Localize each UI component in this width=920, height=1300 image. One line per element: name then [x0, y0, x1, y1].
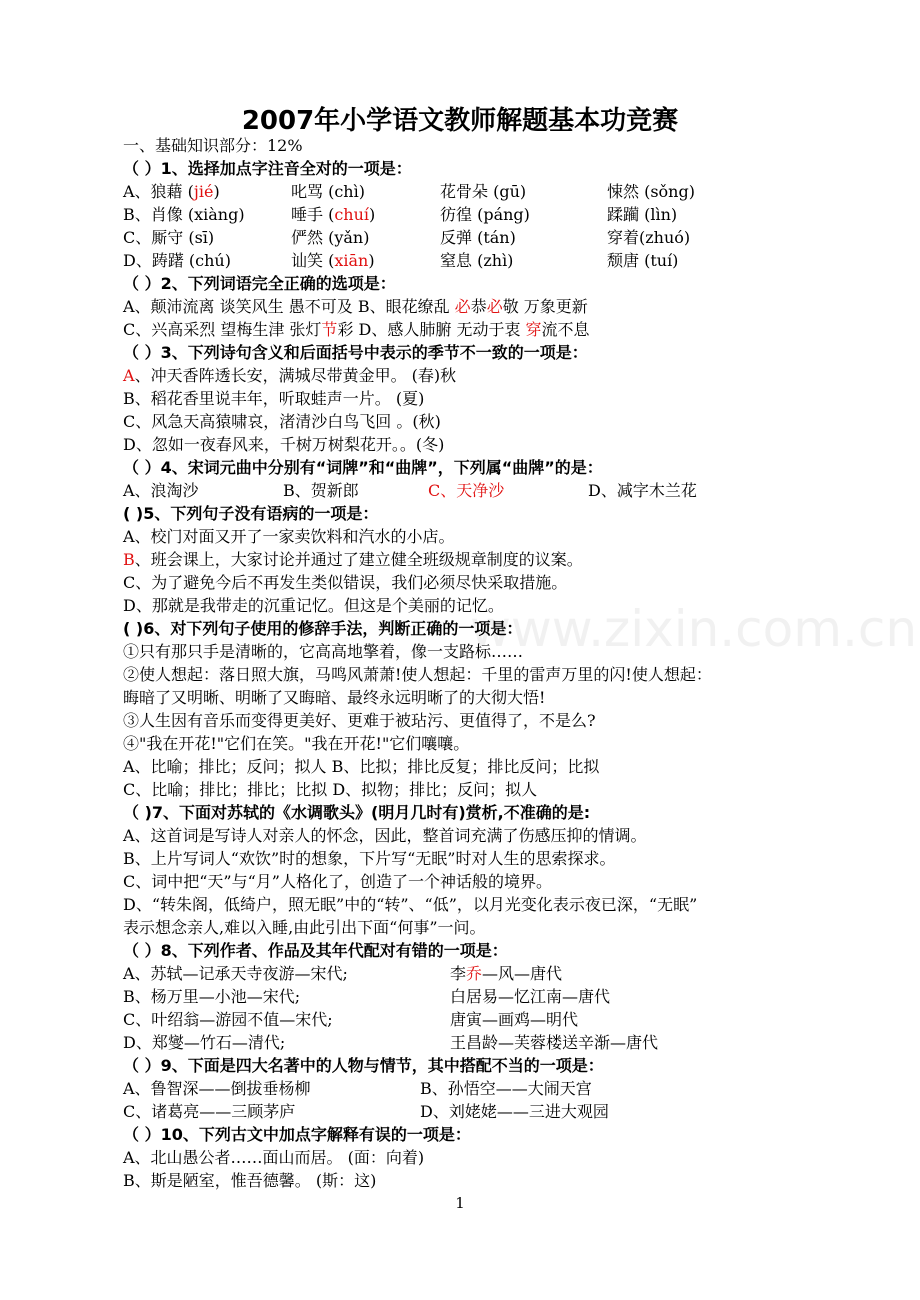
q1-d-text: 讪笑 (	[291, 251, 335, 270]
q6-options-ab: A、比喻；排比；反问；拟人 B、比拟；排比反复；排比反问；比拟	[123, 757, 600, 776]
q3-option-b: B、稻花香里说丰年，听取蛙声一片。 (夏)	[123, 389, 425, 408]
q1-a-pinyin: jié	[193, 182, 214, 201]
q2-options-ab	[123, 296, 588, 318]
question-5-stem: ( )5、下列句子没有语病的一项是：	[123, 504, 379, 523]
q1-c-item4: 穿着(zhuó)	[607, 228, 691, 247]
q9-c: C、诸葛亮——三顾茅庐	[123, 1102, 296, 1121]
q4-d: D、减字木兰花	[588, 481, 697, 500]
q3-option-c: C、风急天高猿啸哀，渚清沙白鸟飞回 。(秋)	[123, 412, 441, 431]
q4-b: B、贺新郎	[283, 481, 359, 500]
q8-b-left: B、杨万里—小池—宋代;	[123, 987, 301, 1006]
q5-option-a: A、校门对面又开了一家卖饮料和汽水的小店。	[123, 527, 455, 546]
q7-option-d-1: D、“转朱阁，低绮户，照无眠”中的“转”、“低”，以月光变化表示夜已深，“无眠”	[123, 895, 698, 914]
q1-b-text: 唾手 (	[291, 205, 335, 224]
q2-ab-char: 恭	[470, 297, 487, 316]
q8-a-right-post: —风—唐代	[482, 964, 563, 983]
q8-d-right: 王昌龄—芙蓉楼送辛渐—唐代	[450, 1033, 659, 1052]
q1-d-pinyin: xiān	[334, 251, 369, 270]
q2-ab-tail: 敬 万象更新	[502, 297, 588, 316]
q9-d: D、刘姥姥——三进大观园	[420, 1102, 609, 1121]
question-6-stem: ( )6、对下列句子使用的修辞手法，判断正确的一项是：	[123, 619, 523, 638]
question-1-stem: （ ）1、选择加点字注音全对的一项是：	[123, 159, 412, 178]
q8-c-left: C、叶绍翁—游园不值—宋代;	[123, 1010, 333, 1029]
q2-red-char-2: 必	[486, 297, 503, 316]
question-2-stem: （ ）2、下列词语完全正确的选项是：	[123, 274, 396, 293]
q6-sentence-3: ③人生因有音乐而变得更美好、更难于被玷污、更值得了，不是么?	[123, 711, 596, 730]
watermark: www.zixin.com.cn	[470, 600, 918, 658]
q1-a-text: A、狼藉 (	[123, 182, 194, 201]
question-9-stem: （ ）9、下面是四大名著中的人物与情节，其中搭配不当的一项是：	[123, 1056, 604, 1075]
q2-red-char-4: 穿	[525, 320, 542, 339]
page-number: 1	[455, 1194, 465, 1212]
q8-a-left: A、苏轼—记承天寺夜游—宋代;	[123, 964, 348, 983]
q2-red-char-3: 节	[321, 320, 338, 339]
q2-red-char-1: 必	[454, 297, 471, 316]
q1-a-item4: 悚然 (sǒng)	[607, 182, 695, 201]
q3-option-d: D、忽如一夜春风来，千树万树梨花开。。(冬)	[123, 435, 445, 454]
q2-cd-mid: 彩 D、感人肺腑 无动于衷	[337, 320, 526, 339]
question-7-stem: （ )7、下面对苏轼的《水调歌头》(明月几时有)赏析,不准确的是:	[123, 803, 591, 822]
q5-b-text: 、班会课上，大家讨论并通过了建立健全班级规章制度的议案。	[134, 550, 583, 569]
q4-a: A、浪淘沙	[123, 481, 199, 500]
q1-a-close: )	[213, 182, 220, 201]
q8-c-right: 唐寅—画鸡—明代	[450, 1010, 579, 1029]
q5-b-letter: B	[123, 550, 135, 569]
q7-option-b: B、上片写词人“欢饮”时的想象，下片写“无眠”时对人生的思索探求。	[123, 849, 616, 868]
q6-options-cd: C、比喻；排比；排比；比拟 D、拟物；排比；反问；拟人	[123, 780, 538, 799]
q8-b-right: 白居易—忆江南—唐代	[450, 987, 611, 1006]
q3-a-letter: A	[123, 366, 135, 385]
q5-option-d: D、那就是我带走的沉重记忆。但这是个美丽的记忆。	[123, 596, 504, 615]
q5-option-c: C、为了避免今后不再发生类似错误，我们必须尽快采取措施。	[123, 573, 568, 592]
q8-d-left: D、郑燮—竹石—清代;	[123, 1033, 286, 1052]
q1-a-item3: 花骨朵 (gū)	[440, 182, 527, 201]
q1-b-pinyin: chuí	[334, 205, 370, 224]
q1-c-item1: C、厮守 (sī)	[123, 228, 215, 247]
q1-d-item1: D、踌躇 (chú)	[123, 251, 231, 270]
question-4-stem: （ ）4、宋词元曲中分别有“词牌”和“曲牌”，下列属“曲牌”的是：	[123, 458, 603, 477]
q1-a-item2: 叱骂 (chì)	[291, 182, 365, 201]
q1-c-item2: 俨然 (yǎn)	[291, 228, 370, 247]
q6-sentence-1: ①只有那只手是清晰的，它高高地擎着，像一支路标……	[123, 642, 524, 661]
q2-cd-text: C、兴高采烈 望梅生津 张灯	[123, 320, 322, 339]
question-3-stem: （ ）3、下列诗句含义和后面括号中表示的季节不一致的一项是：	[123, 343, 588, 362]
q1-b-item3: 彷徨 (páng)	[440, 205, 530, 224]
question-10-stem: （ ）10、下列古文中加点字解释有误的一项是：	[123, 1125, 471, 1144]
q1-b-item4: 蹂躏 (lìn)	[607, 205, 678, 224]
q1-d-item3: 窒息 (zhì)	[440, 251, 514, 270]
q1-b-item1: B、肖像 (xiàng)	[123, 205, 245, 224]
q2-options-cd	[123, 319, 590, 341]
q3-option-a	[123, 365, 456, 387]
q5-option-b	[123, 549, 583, 571]
q10-option-a: A、北山愚公者……面山而居。 (面：向着)	[123, 1148, 425, 1167]
q7-option-d-2: 表示想念亲人,难以入睡,由此引出下面“何事”一问。	[123, 918, 486, 937]
q3-a-text: 、冲天香阵透长安，满城尽带黄金甲。 (春)秋	[134, 366, 457, 385]
q1-b-close: )	[369, 205, 376, 224]
q1-c-item3: 反弹 (tán)	[440, 228, 516, 247]
page-title: 2007年小学语文教师解题基本功竞赛	[241, 106, 679, 136]
section-heading: 一、基础知识部分：12%	[123, 136, 303, 155]
q9-b: B、孙悟空——大闹天宫	[420, 1079, 592, 1098]
q1-d-item4: 颓唐 (tuí)	[607, 251, 679, 270]
q4-c: C、天净沙	[428, 481, 505, 500]
q1-d-close: )	[368, 251, 375, 270]
q8-a-right-pre: 李	[450, 964, 467, 983]
q9-a: A、鲁智深——倒拔垂杨柳	[123, 1079, 311, 1098]
q6-sentence-4: ④"我在开花!"它们在笑。"我在开花!"它们嚷嚷。	[123, 734, 470, 753]
q2-cd-tail: 流不息	[541, 320, 590, 339]
q6-sentence-2b: 晦暗了又明晰、明晰了又晦暗、最终永远明晰了的大彻大悟!	[123, 688, 546, 707]
question-8-stem: （ ）8、下列作者、作品及其年代配对有错的一项是：	[123, 941, 508, 960]
q10-option-b: B、斯是陋室，惟吾德馨。 (斯：这)	[123, 1171, 377, 1190]
q6-sentence-2a: ②使人想起：落日照大旗，马鸣风萧萧!使人想起：千里的雷声万里的闪!使人想起：	[123, 665, 712, 684]
q7-option-c: C、词中把“天”与“月”人格化了，创造了一个神话般的境界。	[123, 872, 552, 891]
q7-option-a: A、这首词是写诗人对亲人的怀念，因此，整首词充满了伤感压抑的情调。	[123, 826, 647, 845]
q8-a-right-red: 乔	[466, 964, 483, 983]
q2-ab-text: A、颠沛流离 谈笑风生 愚不可及 B、眼花缭乱	[123, 297, 455, 316]
